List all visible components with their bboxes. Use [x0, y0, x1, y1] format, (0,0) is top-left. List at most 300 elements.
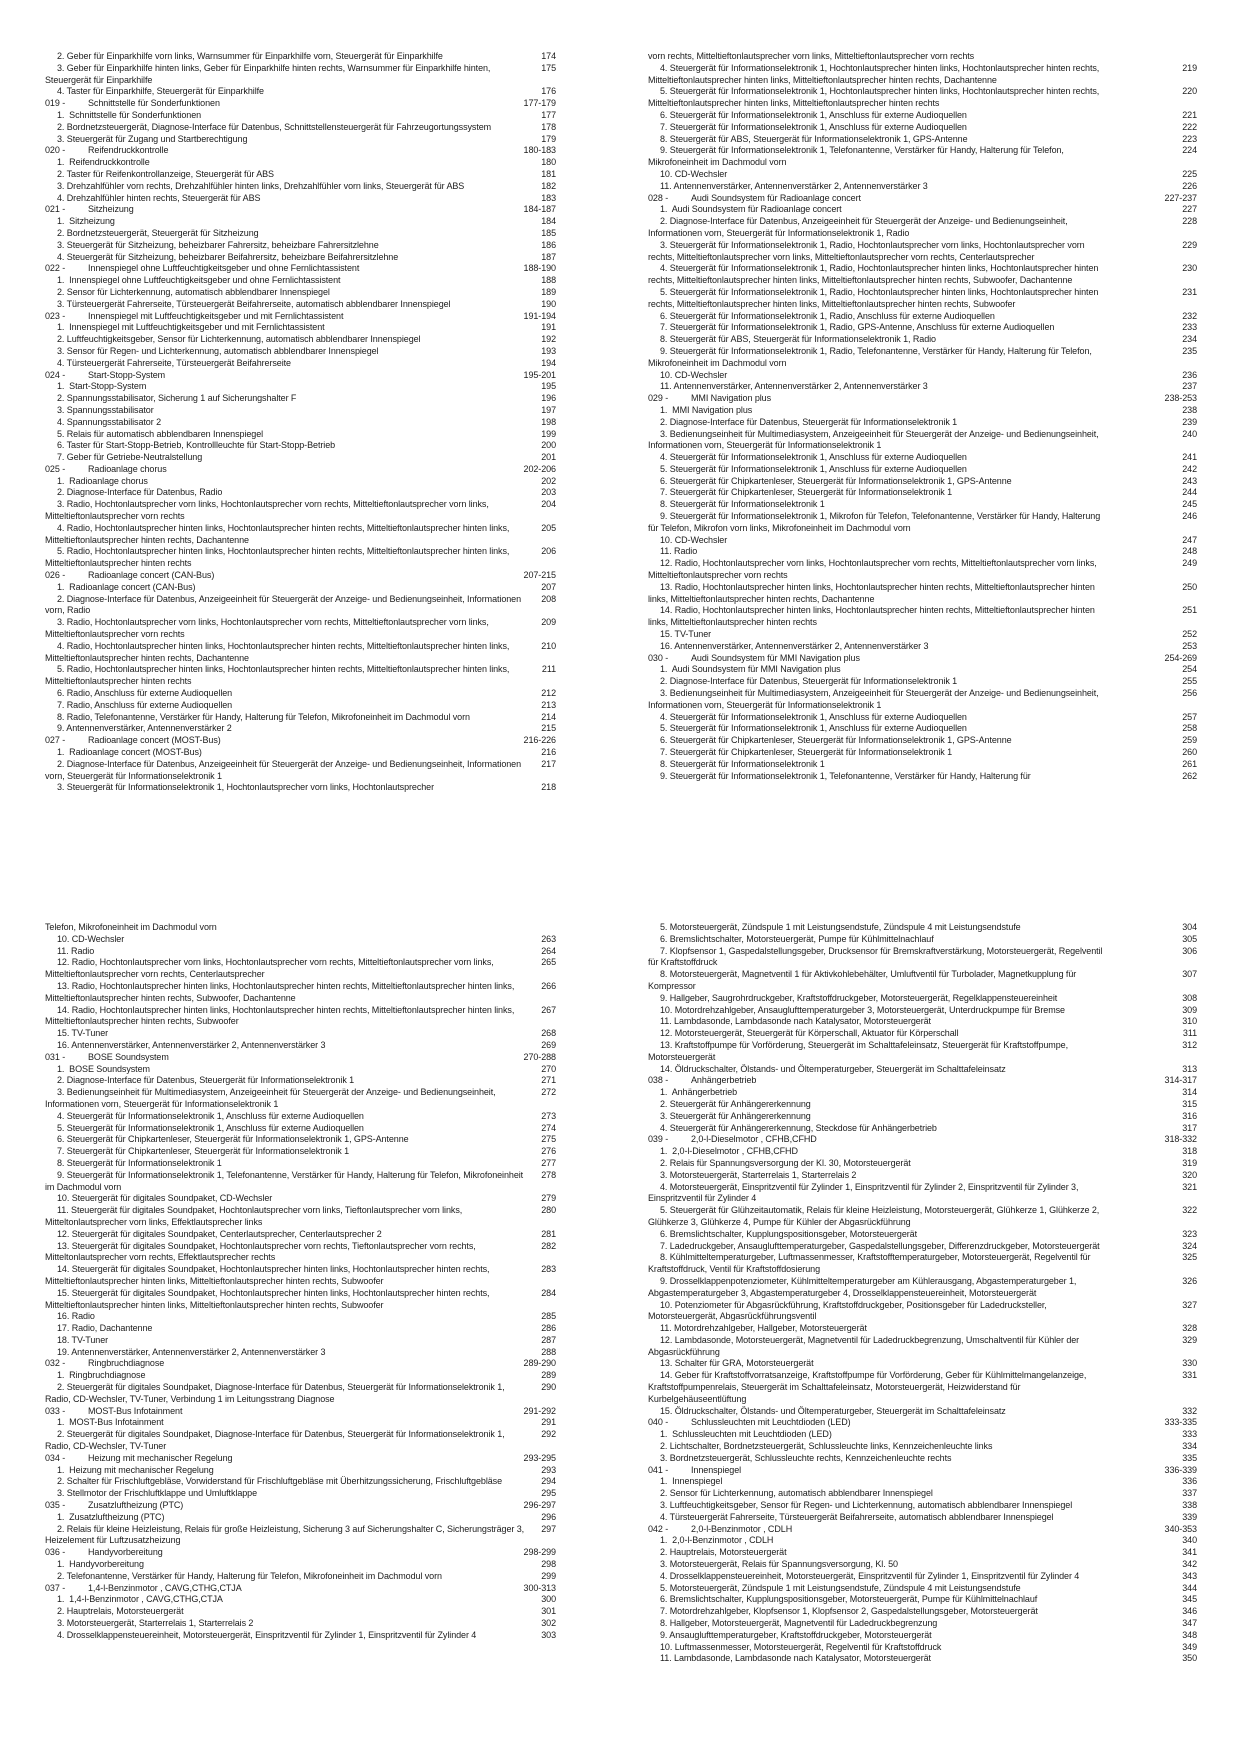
- page-number: 275: [541, 1134, 556, 1145]
- page-number: 295: [541, 1488, 556, 1499]
- toc-item-row: [648, 1335, 1197, 1359]
- toc-item-row: [648, 86, 1197, 110]
- toc-item-row: [648, 1488, 1197, 1500]
- page-number: 281: [541, 1228, 556, 1239]
- page-number: 176: [541, 86, 556, 97]
- toc-item-row: [45, 1193, 556, 1205]
- toc-item-row: [45, 1594, 556, 1606]
- section-title: Audi Soundsystem für MMI Navigation plus: [691, 652, 860, 663]
- page-number: 296: [541, 1511, 556, 1522]
- page-number: 227: [1182, 204, 1197, 215]
- toc-item-row: [648, 381, 1197, 393]
- page-number: 180: [541, 157, 556, 168]
- entry-text: 12. Motorsteuergerät, Steuergerät für Körperschall, Aktuator für Körperschall: [660, 1028, 959, 1039]
- page-number: 306: [1182, 945, 1197, 956]
- section-code: 022 -: [45, 263, 66, 274]
- page-number: 191-194: [523, 310, 556, 321]
- toc-item-row: [45, 110, 556, 122]
- toc-column-bottom-left: [45, 922, 556, 1642]
- toc-item-row: [648, 1064, 1197, 1076]
- page-number: 212: [541, 688, 556, 699]
- page-number: 219: [1182, 62, 1197, 73]
- toc-item-row: [648, 1441, 1197, 1453]
- toc-section-row: [45, 1500, 556, 1512]
- page-number: 278: [541, 1169, 556, 1180]
- page-number: 209: [541, 617, 556, 628]
- entry-text: 4. Steuergerät für Sitzheizung, beheizbarer Beifahrersitz, beheizbare Beifahrersitzlehne: [57, 251, 399, 262]
- page-number: 186: [541, 239, 556, 250]
- page-number: 183: [541, 192, 556, 203]
- page-number: 246: [1182, 511, 1197, 522]
- page-number: 175: [541, 62, 556, 73]
- page-number: 314: [1182, 1087, 1197, 1098]
- page-number: 202-206: [523, 463, 556, 474]
- entry-text: 10. CD-Wechsler: [660, 168, 728, 179]
- page-number: 216: [541, 747, 556, 758]
- page-number: 241: [1182, 452, 1197, 463]
- entry-text: 11. Lambdasonde, Lambdasonde nach Katalysator, Motorsteuergerät: [660, 1653, 931, 1664]
- entry-text: 14. Steuergerät für digitales Soundpaket, Hochtonlautsprecher hinten links, Hochtonlautsprecher hinten rechts, Mitteltieftonlautsprecher hinten links, Mitteltieftonlautsprecher hinten rechts, Subwoofer: [45, 1264, 492, 1286]
- entry-text: 2. Sensor für Lichterkennung, automatisch abblendbarer Innenspiegel: [660, 1488, 933, 1499]
- section-code: 020 -: [45, 145, 66, 156]
- page-number: 317: [1182, 1122, 1197, 1133]
- section-code: 030 -: [648, 652, 669, 663]
- page-number: 244: [1182, 487, 1197, 498]
- page-number: 192: [541, 334, 556, 345]
- entry-text: 10. CD-Wechsler: [660, 369, 728, 380]
- page-number: 336: [1182, 1476, 1197, 1487]
- toc-item-row: [45, 1123, 556, 1135]
- entry-text: 2. Diagnose-Interface für Datenbus, Steuergerät für Informationselektronik 1: [660, 416, 958, 427]
- entry-text: 9. Steuergerät für Informationselektronik 1, Telefonantenne, Verstärker für Handy, Halterung für Telefon, Mikrofoneinheit im Dachmodul vorn: [45, 1169, 526, 1192]
- entry-text: 8. Hallgeber, Motorsteuergerät, Magnetventil für Ladedruckbegrenzung: [660, 1618, 938, 1629]
- page-number: 196: [541, 393, 556, 404]
- toc-item-row: [648, 993, 1197, 1005]
- page-number: 177-179: [523, 98, 556, 109]
- entry-text: 3. Stellmotor der Frischluftklappe und Umluftklappe: [57, 1488, 258, 1499]
- page-number: 323: [1182, 1228, 1197, 1239]
- section-code: 035 -: [45, 1500, 66, 1511]
- toc-item-row: [45, 122, 556, 134]
- entry-text: 1. Radioanlage chorus: [57, 475, 148, 486]
- page-number: 184: [541, 216, 556, 227]
- entry-text: 1. Innenspiegel: [660, 1476, 723, 1487]
- toc-item-row: [648, 134, 1197, 146]
- page-number: 316: [1182, 1110, 1197, 1121]
- page-number: 222: [1182, 121, 1197, 132]
- page-number: 228: [1182, 216, 1197, 227]
- entry-text: 8. Steuergerät für Informationselektronik 1: [660, 758, 825, 769]
- entry-text: 4. Drosselklappensteuereinheit, Motorsteuergerät, Einspritzventil für Zylinder 1, Einspritzventil für Zylinder 4: [57, 1629, 477, 1640]
- page-number: 185: [541, 227, 556, 238]
- toc-item-row: [45, 193, 556, 205]
- entry-text: 5. Steuergerät für Informationselektronik 1, Radio, Hochtonlautsprecher hinten links, Hochtonlautsprecher hinten rechts, Mitteltieftonlautsprecher hinten links, Mitteltieftonlautsprecher hinten rechts, Subwoofer: [648, 286, 1101, 309]
- page-number: 205: [541, 522, 556, 533]
- page-number: 249: [1182, 558, 1197, 569]
- toc-section-row: [648, 1134, 1197, 1146]
- page-number: 193: [541, 345, 556, 356]
- entry-text: 8. Steuergerät für Informationselektronik 1: [660, 499, 825, 510]
- entry-text: 3. Bordnetzsteuergerät, Schlussleuchte rechts, Kennzeichenleuchte rechts: [660, 1452, 952, 1463]
- toc-item-row: [648, 1358, 1197, 1370]
- toc-item-row: [648, 1300, 1197, 1324]
- entry-text: 1. Innenspiegel ohne Luftfeuchtigkeitsgeber und ohne Fernlichtassistent: [57, 275, 341, 286]
- page-number: 227-237: [1164, 192, 1197, 203]
- toc-item-row: [45, 1311, 556, 1323]
- entry-text: 4. Steuergerät für Anhängererkennung, Steckdose für Anhängerbetrieb: [660, 1122, 937, 1133]
- toc-item-row: [45, 1264, 556, 1288]
- entry-text: 6. Taster für Start-Stopp-Betrieb, Kontrollleuchte für Start-Stopp-Betrieb: [57, 440, 336, 451]
- page-number: 263: [541, 933, 556, 944]
- toc-item-row: [648, 417, 1197, 429]
- entry-text: 1. Handyvorbereitung: [57, 1559, 144, 1570]
- toc-item-row: [648, 1618, 1197, 1630]
- toc-item-row: [45, 1370, 556, 1382]
- toc-section-row: [45, 1583, 556, 1595]
- page-number: 226: [1182, 180, 1197, 191]
- page-number: 238: [1182, 404, 1197, 415]
- entry-text: 5. Steuergerät für Glühzeitautomatik, Relais für kleine Heizleistung, Motorsteuergerät, Glühkerze 1, Glühkerze 2, Glühkerze 3, Glühkerze 4, Pumpe für Kühler der Abgasrückführung: [648, 1205, 1102, 1227]
- page-number: 333-335: [1164, 1417, 1197, 1428]
- page-number: 332: [1182, 1405, 1197, 1416]
- toc-item-row: [45, 641, 556, 665]
- toc-section-row: [45, 145, 556, 157]
- entry-text: 16. Radio: [57, 1311, 95, 1322]
- toc-item-row: [45, 1347, 556, 1359]
- entry-text: 11. Radio: [660, 546, 698, 557]
- section-title: Schlussleuchten mit Leuchtdioden (LED): [691, 1417, 851, 1428]
- page-number: 265: [541, 957, 556, 968]
- toc-item-row: [648, 311, 1197, 323]
- page-number: 188: [541, 275, 556, 286]
- entry-text: 2. Luftfeuchtigkeitsgeber, Sensor für Lichterkennung, automatisch abblendbarer Innenspiegel: [57, 334, 421, 345]
- entry-text: 1. Innenspiegel mit Luftfeuchtigkeitsgeber und mit Fernlichtassistent: [57, 322, 325, 333]
- toc-item-row: [648, 1241, 1197, 1253]
- entry-text: 2. Hauptrelais, Motorsteuergerät: [660, 1547, 787, 1558]
- entry-text: 3. Steuergerät für Informationselektronik 1, Radio, Hochtonlautsprecher vorn links, Hochtonlautsprecher vorn rechts, Mitteltieftonlautsprecher vorn links, Mitteltieftonlautsprecher vorn rechts, Centerlautsprecher: [648, 239, 1088, 262]
- toc-item-row: [45, 86, 556, 98]
- toc-column-bottom-right: [648, 922, 1197, 1665]
- page-number: 349: [1182, 1641, 1197, 1652]
- entry-text: 4. Taster für Einparkhilfe, Steuergerät für Einparkhilfe: [57, 86, 264, 97]
- page-number: 331: [1182, 1370, 1197, 1381]
- toc-item-row: [648, 735, 1197, 747]
- toc-item-row: [45, 275, 556, 287]
- page-number: 180-183: [523, 145, 556, 156]
- entry-text: 4. Drehzahlfühler hinten rechts, Steuergerät für ABS: [57, 192, 261, 203]
- toc-item-row: [648, 511, 1197, 535]
- toc-item-row: [648, 1229, 1197, 1241]
- page-number: 240: [1182, 428, 1197, 439]
- toc-item-row: [45, 688, 556, 700]
- page-number: 202: [541, 475, 556, 486]
- entry-text: 1. Schnittstelle für Sonderfunktionen: [57, 109, 202, 120]
- toc-item-row: [648, 771, 1197, 783]
- entry-text: 13. Radio, Hochtonlautsprecher hinten links, Hochtonlautsprecher hinten rechts, Mitteltieftonlautsprecher hinten links, Mitteltieftonlautsprecher hinten rechts, Dachantenne: [648, 581, 1098, 604]
- toc-item-row: [648, 476, 1197, 488]
- page-number: 282: [541, 1240, 556, 1251]
- page-number: 326: [1182, 1275, 1197, 1286]
- entry-text: 9. Hallgeber, Saugrohrdruckgeber, Kraftstoffdruckgeber, Motorsteuergerät, Regelklappensteuereinheit: [660, 992, 1058, 1003]
- page-number: 342: [1182, 1559, 1197, 1570]
- page-number: 327: [1182, 1299, 1197, 1310]
- toc-item-row: [648, 181, 1197, 193]
- toc-item-row: [45, 523, 556, 547]
- page-number: 217: [541, 758, 556, 769]
- toc-item-row: [45, 381, 556, 393]
- toc-item-row: [648, 1653, 1197, 1665]
- toc-item-row: [648, 1547, 1197, 1559]
- page-number: 268: [541, 1028, 556, 1039]
- section-code: 041 -: [648, 1464, 669, 1475]
- entry-text: 14. Öldruckschalter, Ölstands- und Öltemperaturgeber, Steuergerät im Schalttafeleinsatz: [660, 1063, 1006, 1074]
- page-number: 189: [541, 286, 556, 297]
- page-number: 286: [541, 1323, 556, 1334]
- page-number: 259: [1182, 735, 1197, 746]
- entry-text: 4. Türsteuergerät Fahrerseite, Türsteuergerät Beifahrerseite, automatisch abblendbarer Innenspiegel: [660, 1511, 1054, 1522]
- section-title: Radioanlage concert (CAN-Bus): [88, 570, 215, 581]
- page-number: 231: [1182, 286, 1197, 297]
- entry-text: 13. Schalter für GRA, Motorsteuergerät: [660, 1358, 814, 1369]
- entry-text: 6. Steuergerät für Chipkartenleser, Steuergerät für Informationselektronik 1, GPS-Antenne: [57, 1134, 409, 1145]
- toc-section-row: [648, 1075, 1197, 1087]
- page-number: 179: [541, 133, 556, 144]
- toc-item-row: [648, 1005, 1197, 1017]
- entry-text: 11. Steuergerät für digitales Soundpaket, Hochtonlautsprecher vorn links, Tieftonlautsprecher vorn links, Mitteltonlautsprecher vorn links, Effektlautsprecher links: [45, 1205, 465, 1227]
- toc-section-row: [45, 1358, 556, 1370]
- toc-item-row: [45, 1229, 556, 1241]
- entry-text: 8. Steuergerät für Informationselektronik 1: [57, 1157, 222, 1168]
- toc-item-row: [648, 1571, 1197, 1583]
- page-number: 221: [1182, 109, 1197, 120]
- page-number: 207: [541, 581, 556, 592]
- page-number: 267: [541, 1004, 556, 1015]
- toc-item-row: [648, 1146, 1197, 1158]
- entry-text: 8. Kühlmitteltemperaturgeber, Luftmassenmesser, Kraftstofftemperaturgeber, Motorsteuergerät, Regelventil für Kraftstoffdruck, Ventil für Kraftstoffdosierung: [648, 1252, 1093, 1275]
- section-code: 021 -: [45, 204, 66, 215]
- entry-text: 5. Motorsteuergerät, Zündspule 1 mit Leistungsendstufe, Zündspule 4 mit Leistungsendstufe: [660, 922, 1021, 932]
- entry-text: 9. Ansauglufttemperaturgeber, Kraftstoffdruckgeber, Motorsteuergerät: [660, 1629, 932, 1640]
- toc-item-row: [648, 1535, 1197, 1547]
- page-number: 264: [541, 945, 556, 956]
- toc-item-row: [648, 1028, 1197, 1040]
- entry-text: 7. Steuergerät für Chipkartenleser, Steuergerät für Informationselektronik 1: [660, 747, 953, 758]
- page-number: 178: [541, 121, 556, 132]
- toc-item-row: [648, 558, 1197, 582]
- entry-text: 13. Radio, Hochtonlautsprecher hinten links, Hochtonlautsprecher hinten rechts, Mitteltieftonlautsprecher hinten links, Mitteltieftonlautsprecher hinten rechts, Subwoofer, Dachantenne: [45, 980, 517, 1003]
- entry-text: 2. Relais für Spannungsversorgung der Kl. 30, Motorsteuergerät: [660, 1157, 911, 1168]
- section-title: Innenspiegel mit Luftfeuchtigkeitsgeber und mit Fernlichtassistent: [88, 310, 344, 321]
- toc-section-row: [45, 98, 556, 110]
- toc-item-row: [648, 605, 1197, 629]
- page-number: 339: [1182, 1511, 1197, 1522]
- toc-section-row: [45, 1547, 556, 1559]
- section-title: Schnittstelle für Sonderfunktionen: [88, 98, 220, 109]
- entry-text: 7. Motordrehzahlgeber, Klopfsensor 1, Klopfsensor 2, Gaspedalstellungsgeber, Motorsteuergerät: [660, 1606, 1038, 1617]
- page-number: 334: [1182, 1441, 1197, 1452]
- toc-item-row: [45, 405, 556, 417]
- entry-text: 7. Ladedruckgeber, Ansauglufttemperaturgeber, Gaspedalstellungsgeber, Differenzdruckgeber, Motorsteuergerät: [660, 1240, 1100, 1251]
- page-number: 242: [1182, 463, 1197, 474]
- toc-section-row: [45, 204, 556, 216]
- section-code: 040 -: [648, 1417, 669, 1428]
- entry-text: 2. Spannungsstabilisator, Sicherung 1 auf Sicherungshalter F: [57, 393, 297, 404]
- section-code: 031 -: [45, 1051, 66, 1062]
- toc-item-row: [648, 169, 1197, 181]
- page-number: 305: [1182, 933, 1197, 944]
- entry-text: 10. Motordrehzahlgeber, Ansauglufttemperaturgeber 3, Motorsteuergerät, Unterdruckpumpe für Bremse: [660, 1004, 1065, 1015]
- toc-item-row: [45, 957, 556, 981]
- page-number: 258: [1182, 723, 1197, 734]
- entry-text: 4. Drosselklappensteuereinheit, Motorsteuergerät, Einspritzventil für Zylinder 1, Einspritzventil für Zylinder 4: [660, 1570, 1080, 1581]
- page-number: 210: [541, 640, 556, 651]
- entry-text: 1. Zusatzluftheizung (PTC): [57, 1511, 165, 1522]
- toc-item-row: [45, 1028, 556, 1040]
- page-number: 243: [1182, 475, 1197, 486]
- page-number: 216-226: [523, 735, 556, 746]
- toc-item-row: [648, 1642, 1197, 1654]
- toc-item-row: [648, 1583, 1197, 1595]
- entry-text: 2. Diagnose-Interface für Datenbus, Steuergerät für Informationselektronik 1: [660, 676, 958, 687]
- entry-text: 1. Audi Soundsystem für Radioanlage concert: [660, 204, 842, 215]
- toc-item-row: [648, 63, 1197, 87]
- page-number: 218: [541, 782, 556, 793]
- toc-item-row: [45, 181, 556, 193]
- toc-item-row: [648, 216, 1197, 240]
- toc-item-row: [648, 204, 1197, 216]
- page-number: 232: [1182, 310, 1197, 321]
- toc-item-row: [45, 440, 556, 452]
- entry-text: 2. Bordnetzsteuergerät, Diagnose-Interface für Datenbus, Schnittstellensteuergerät für Fahrzeugortungssystem: [57, 121, 492, 132]
- page-number: 308: [1182, 992, 1197, 1003]
- section-title: Innenspiegel ohne Luftfeuchtigkeitsgeber und ohne Fernlichtassistent: [88, 263, 360, 274]
- page-number: 252: [1182, 629, 1197, 640]
- page-number: 223: [1182, 133, 1197, 144]
- toc-item-row: [648, 1606, 1197, 1618]
- section-title: MOST-Bus Infotainment: [88, 1405, 183, 1416]
- page-number: 340: [1182, 1535, 1197, 1546]
- toc-item-row: [648, 1559, 1197, 1571]
- entry-text: 6. Steuergerät für Chipkartenleser, Steuergerät für Informationselektronik 1, GPS-Antenne: [660, 735, 1012, 746]
- section-title: Innenspiegel: [691, 1464, 742, 1475]
- page-number: 325: [1182, 1252, 1197, 1263]
- toc-item-row: [45, 1087, 556, 1111]
- entry-text: 1. Schlussleuchten mit Leuchtdioden (LED): [660, 1429, 832, 1440]
- toc-item-row: [648, 641, 1197, 653]
- page-number: 290: [541, 1382, 556, 1393]
- entry-text: 2. Taster für Reifenkontrollanzeige, Steuergerät für ABS: [57, 168, 274, 179]
- toc-item-row: [45, 664, 556, 688]
- entry-text: 10. CD-Wechsler: [57, 933, 125, 944]
- entry-text: 2. Diagnose-Interface für Datenbus, Radio: [57, 487, 223, 498]
- page-number: 313: [1182, 1063, 1197, 1074]
- toc-item-row: [648, 934, 1197, 946]
- entry-text: 11. Radio: [57, 945, 95, 956]
- entry-text: 3. Motorsteuergerät, Starterrelais 1, Starterrelais 2: [660, 1169, 857, 1180]
- entry-text: 9. Steuergerät für Informationselektronik 1, Mikrofon für Telefon, Telefonantenne, Verstärker für Handy, Halterung für Telefon, Mikrofon vorn links, Mikrofoneinheit im Dachmodul vorn: [648, 511, 1103, 533]
- page-number: 346: [1182, 1606, 1197, 1617]
- toc-section-row: [45, 1453, 556, 1465]
- toc-item-row: [45, 747, 556, 759]
- entry-text: 5. Motorsteuergerät, Zündspule 1 mit Leistungsendstufe, Zündspule 4 mit Leistungsendstufe: [660, 1582, 1021, 1593]
- toc-item-row: [648, 1429, 1197, 1441]
- page-number: 330: [1182, 1358, 1197, 1369]
- entry-text: 14. Radio, Hochtonlautsprecher hinten links, Hochtonlautsprecher hinten rechts, Mitteltieftonlautsprecher hinten links, Mitteltieftonlautsprecher hinten rechts, Subwoofer: [45, 1004, 517, 1027]
- page-number: 345: [1182, 1594, 1197, 1605]
- toc-item-row: [45, 981, 556, 1005]
- page-number: 257: [1182, 711, 1197, 722]
- toc-item-row: [648, 263, 1197, 287]
- page-number: 318-332: [1164, 1134, 1197, 1145]
- entry-text: 11. Lambdasonde, Lambdasonde nach Katalysator, Motorsteuergerät: [660, 1016, 931, 1027]
- toc-item-row: [45, 1524, 556, 1548]
- toc-item-row: [648, 747, 1197, 759]
- toc-item-row: [45, 1241, 556, 1265]
- toc-item-row: [45, 1158, 556, 1170]
- toc-item-row: [45, 346, 556, 358]
- toc-item-row: [45, 1512, 556, 1524]
- toc-item-row: [45, 252, 556, 264]
- entry-text: 4. Radio, Hochtonlautsprecher hinten links, Hochtonlautsprecher hinten rechts, Mitteltieftonlautsprecher hinten links, Mitteltieftonlautsprecher hinten rechts, Dachantenne: [45, 640, 512, 663]
- toc-item-row: [45, 546, 556, 570]
- page-number: 250: [1182, 581, 1197, 592]
- page-number: 211: [541, 664, 556, 675]
- toc-item-row: [45, 946, 556, 958]
- section-title: Start-Stopp-System: [88, 369, 166, 380]
- toc-item-row: [45, 594, 556, 618]
- entry-text: 3. Motorsteuergerät, Starterrelais 1, Starterrelais 2: [57, 1618, 254, 1629]
- section-title: Radioanlage concert (MOST-Bus): [88, 735, 221, 746]
- entry-text: 6. Bremslichtschalter, Motorsteuergerät, Pumpe für Kühlmittelnachlauf: [660, 933, 934, 944]
- entry-text: 1. Radioanlage concert (CAN-Bus): [57, 581, 196, 592]
- entry-text: 16. Antennenverstärker, Antennenverstärker 2, Antennenverstärker 3: [57, 1039, 326, 1050]
- page-number: 289: [541, 1370, 556, 1381]
- entry-text: 3. Steuergerät für Anhängererkennung: [660, 1110, 811, 1121]
- page-number: 322: [1182, 1205, 1197, 1216]
- toc-item-row: [45, 334, 556, 346]
- page-number: 297: [541, 1523, 556, 1534]
- toc-item-row: [45, 417, 556, 429]
- entry-text: 1. BOSE Soundsystem: [57, 1063, 150, 1074]
- page-number: 177: [541, 109, 556, 120]
- entry-text: 12. Radio, Hochtonlautsprecher vorn links, Hochtonlautsprecher vorn rechts, Mitteltieftonlautsprecher vorn links, Mitteltieftonlautsprecher vorn rechts: [648, 558, 1100, 581]
- entry-text: 3. Drehzahlfühler vorn rechts, Drehzahlfühler hinten links, Drehzahlfühler vorn links, Steuergerät für ABS: [57, 180, 465, 191]
- page-number: 324: [1182, 1240, 1197, 1251]
- toc-item-row: [648, 1453, 1197, 1465]
- page-number: 188-190: [523, 263, 556, 274]
- entry-text: 8. Steuergerät für ABS, Steuergerät für Informationselektronik 1, GPS-Antenne: [660, 133, 968, 144]
- toc-item-row: [648, 712, 1197, 724]
- entry-text: 1. 2,0-l-Benzinmotor , CDLH: [660, 1535, 774, 1546]
- entry-text: 1. Ringbruchdiagnose: [57, 1370, 146, 1381]
- page-number: 321: [1182, 1181, 1197, 1192]
- toc-item-row: [648, 429, 1197, 453]
- entry-text: Telefon, Mikrofoneinheit im Dachmodul vorn: [45, 922, 217, 932]
- toc-item-row: [648, 922, 1197, 934]
- toc-section-row: [648, 393, 1197, 405]
- toc-item-row: [648, 334, 1197, 346]
- entry-text: 9. Drosselklappenpotenziometer, Kühlmitteltemperaturgeber am Kühlerausgang, Abgastemperaturgeber 1, Abgastemperaturgeber 3, Abgastemperaturgeber 4, Drosselklappensteuereinheit, Motorsteuergerät: [648, 1275, 1079, 1298]
- entry-text: 4. Türsteuergerät Fahrerseite, Türsteuergerät Beifahrerseite: [57, 357, 291, 368]
- toc-item-row: [45, 287, 556, 299]
- toc-item-row: [648, 546, 1197, 558]
- page-number: 201: [541, 452, 556, 463]
- toc-item-row: [648, 1087, 1197, 1099]
- section-title: 2,0-l-Dieselmotor , CFHB,CFHD: [691, 1134, 817, 1145]
- entry-text: 1. Heizung mit mechanischer Regelung: [57, 1464, 214, 1475]
- page-number: 272: [541, 1087, 556, 1098]
- toc-section-row: [45, 570, 556, 582]
